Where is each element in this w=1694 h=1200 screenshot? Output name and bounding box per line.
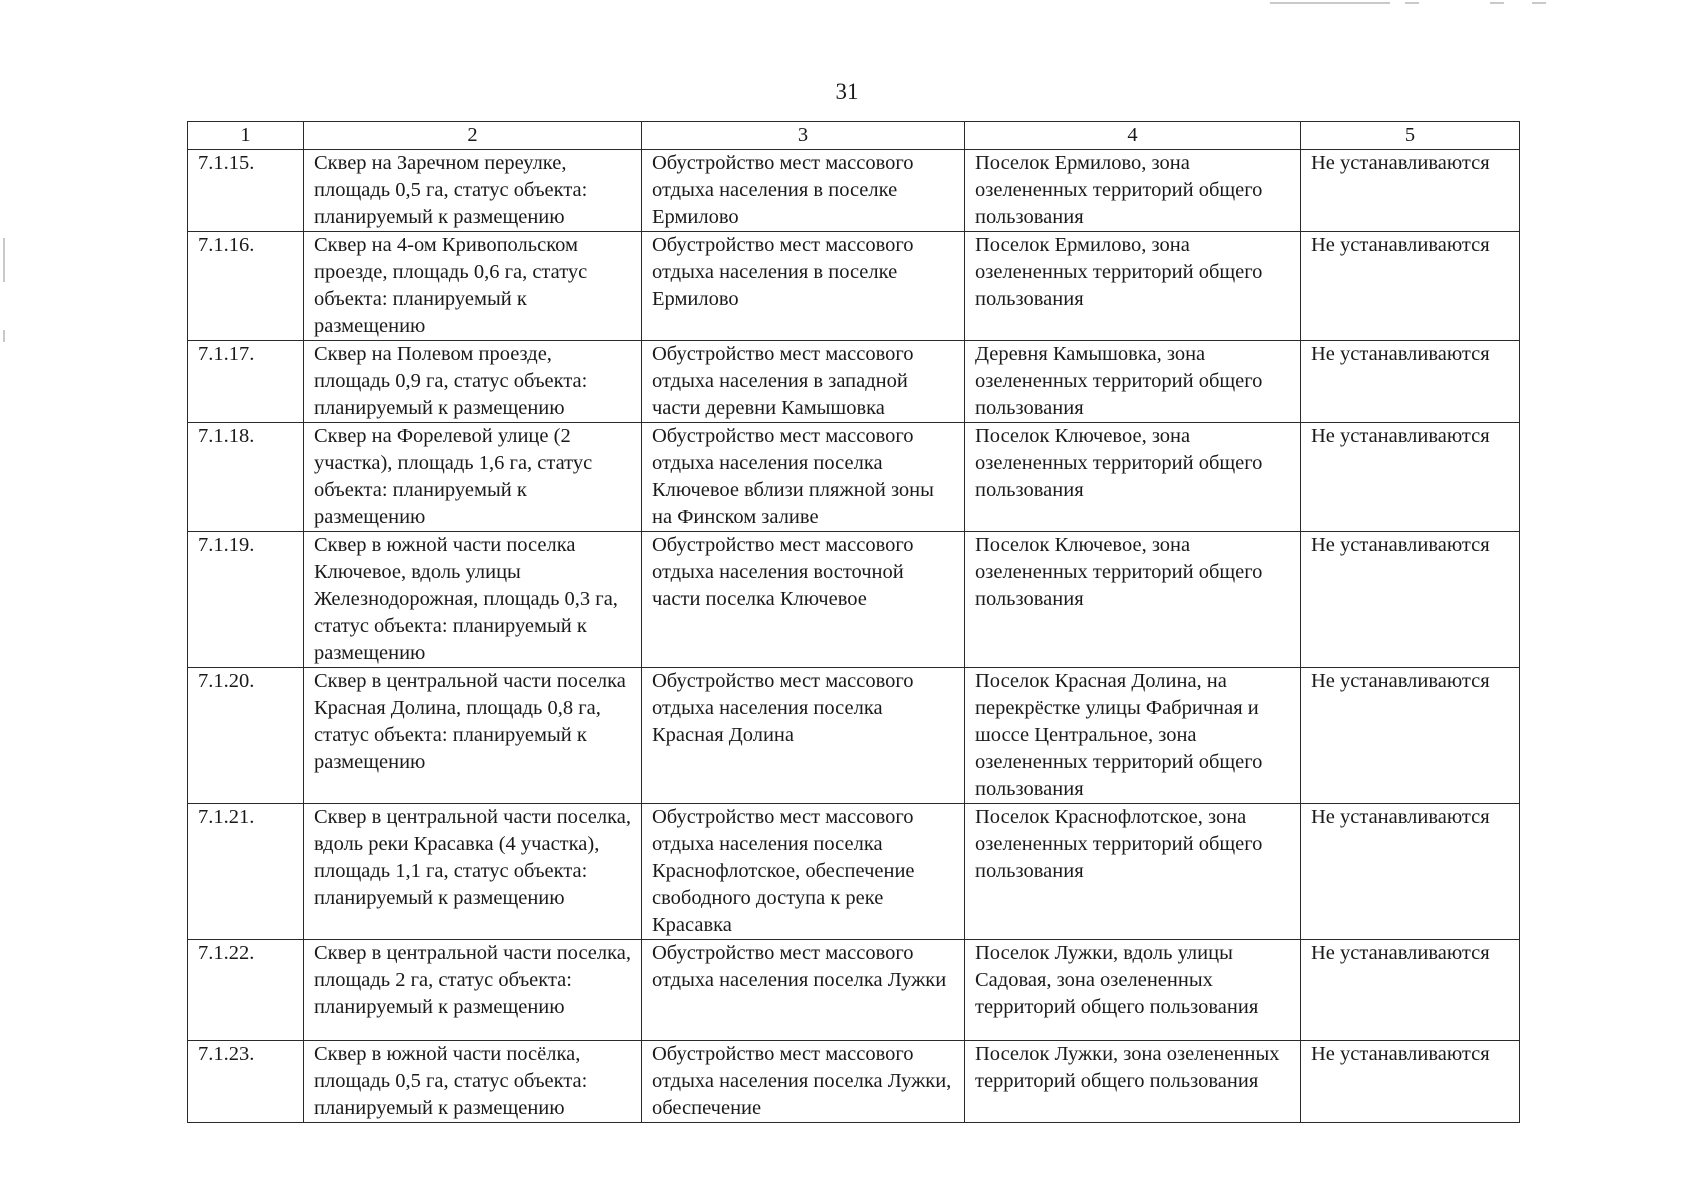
object-purpose: Обустройство мест массового отдыха населения в западной части деревни Камышовка <box>642 341 965 423</box>
object-description: Сквер в центральной части поселка, площадь 2 га, статус объекта: планируемый к размещению <box>304 940 642 1041</box>
object-description: Сквер на 4-ом Кривопольском проезде, площадь 0,6 га, статус объекта: планируемый к размещению <box>304 232 642 341</box>
zone-restrictions: Не устанавливаются <box>1301 804 1520 940</box>
object-description: Сквер в южной части поселка Ключевое, вдоль улицы Железнодорожная, площадь 0,3 га, статус объекта: планируемый к размещению <box>304 532 642 668</box>
column-header-4: 4 <box>965 122 1301 150</box>
object-purpose: Обустройство мест массового отдыха населения поселка Краснофлотское, обеспечение свободного доступа к реке Красавка <box>642 804 965 940</box>
object-location: Поселок Ключевое, зона озелененных территорий общего пользования <box>965 423 1301 532</box>
object-description: Сквер в южной части посёлка, площадь 0,5 га, статус объекта: планируемый к размещению <box>304 1041 642 1123</box>
row-number: 7.1.20. <box>188 668 304 804</box>
object-location: Поселок Ермилово, зона озелененных территорий общего пользования <box>965 150 1301 232</box>
zone-restrictions: Не устанавливаются <box>1301 341 1520 423</box>
object-description: Сквер в центральной части поселка, вдоль реки Красавка (4 участка), площадь 1,1 га, статус объекта: планируемый к размещению <box>304 804 642 940</box>
object-description: Сквер на Полевом проезде, площадь 0,9 га, статус объекта: планируемый к размещению <box>304 341 642 423</box>
table-row <box>188 232 1520 341</box>
table-header <box>188 122 1520 150</box>
zone-restrictions: Не устанавливаются <box>1301 150 1520 232</box>
object-location: Поселок Ермилово, зона озелененных территорий общего пользования <box>965 232 1301 341</box>
object-description: Сквер на Форелевой улице (2 участка), площадь 1,6 га, статус объекта: планируемый к размещению <box>304 423 642 532</box>
column-header-3: 3 <box>642 122 965 150</box>
column-header-2: 2 <box>304 122 642 150</box>
row-number: 7.1.17. <box>188 341 304 423</box>
table-row <box>188 804 1520 940</box>
object-location: Поселок Красная Долина, на перекрёстке улицы Фабричная и шоссе Центральное, зона озелененных территорий общего пользования <box>965 668 1301 804</box>
object-purpose: Обустройство мест массового отдыха населения поселка Ключевое вблизи пляжной зоны на Финском заливе <box>642 423 965 532</box>
zone-restrictions: Не устанавливаются <box>1301 1041 1520 1123</box>
object-location: Поселок Краснофлотское, зона озелененных территорий общего пользования <box>965 804 1301 940</box>
scan-artifact-top-dash <box>1490 2 1504 4</box>
row-number: 7.1.19. <box>188 532 304 668</box>
table-header-row <box>188 122 1520 150</box>
zone-restrictions: Не устанавливаются <box>1301 532 1520 668</box>
row-number: 7.1.16. <box>188 232 304 341</box>
row-number: 7.1.22. <box>188 940 304 1041</box>
object-purpose: Обустройство мест массового отдыха населения поселка Лужки <box>642 940 965 1041</box>
table-row <box>188 423 1520 532</box>
table-row <box>188 341 1520 423</box>
object-location: Деревня Камышовка, зона озелененных территорий общего пользования <box>965 341 1301 423</box>
scan-artifact-top-line <box>1270 2 1390 4</box>
scan-artifact-top-dash <box>1532 2 1546 4</box>
object-purpose: Обустройство мест массового отдыха населения в поселке Ермилово <box>642 232 965 341</box>
document-table <box>187 121 1520 1123</box>
scan-artifact-top-dash <box>1405 2 1419 4</box>
object-purpose: Обустройство мест массового отдыха населения поселка Красная Долина <box>642 668 965 804</box>
object-purpose: Обустройство мест массового отдыха населения в поселке Ермилово <box>642 150 965 232</box>
row-number: 7.1.21. <box>188 804 304 940</box>
zone-restrictions: Не устанавливаются <box>1301 668 1520 804</box>
scan-artifact-left-mark <box>3 238 5 282</box>
object-description: Сквер в центральной части поселка Красная Долина, площадь 0,8 га, статус объекта: планируемый к размещению <box>304 668 642 804</box>
zone-restrictions: Не устанавливаются <box>1301 423 1520 532</box>
table-row <box>188 532 1520 668</box>
table-body <box>188 150 1520 1123</box>
scan-artifact-left-mark <box>3 330 5 342</box>
table-row <box>188 150 1520 232</box>
row-number: 7.1.23. <box>188 1041 304 1123</box>
column-header-5: 5 <box>1301 122 1520 150</box>
zone-restrictions: Не устанавливаются <box>1301 232 1520 341</box>
object-purpose: Обустройство мест массового отдыха населения поселка Лужки, обеспечение <box>642 1041 965 1123</box>
object-location: Поселок Ключевое, зона озелененных территорий общего пользования <box>965 532 1301 668</box>
zone-restrictions: Не устанавливаются <box>1301 940 1520 1041</box>
table-row <box>188 668 1520 804</box>
object-location: Поселок Лужки, вдоль улицы Садовая, зона озелененных территорий общего пользования <box>965 940 1301 1041</box>
row-number: 7.1.15. <box>188 150 304 232</box>
table-row <box>188 1041 1520 1123</box>
table-row <box>188 940 1520 1041</box>
object-location: Поселок Лужки, зона озелененных территорий общего пользования <box>965 1041 1301 1123</box>
row-number: 7.1.18. <box>188 423 304 532</box>
object-description: Сквер на Заречном переулке, площадь 0,5 га, статус объекта: планируемый к размещению <box>304 150 642 232</box>
column-header-1: 1 <box>188 122 304 150</box>
object-purpose: Обустройство мест массового отдыха населения восточной части поселка Ключевое <box>642 532 965 668</box>
page-number: 31 <box>835 79 859 104</box>
